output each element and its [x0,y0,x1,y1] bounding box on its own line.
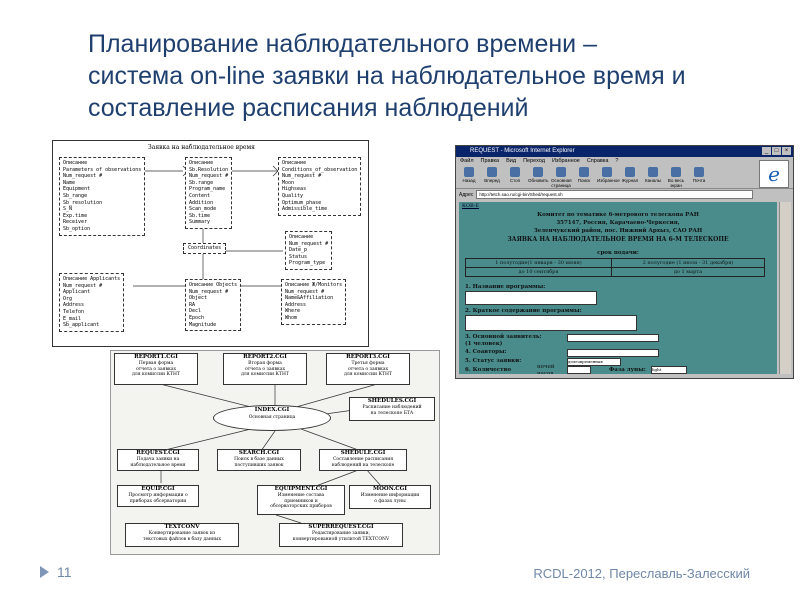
stop-button[interactable]: Стоп [505,166,525,183]
flow-node-request: REQUEST.CGI Подача заявки на наблюдательное время [117,449,199,471]
er-table-monitors: Описание Ж/Monitors Num_request # Name&Affiliation Address Where Whom [281,279,346,325]
er-table-applicants: Описание Applicants Num_request # Applicant Org Address Telefon E_mail Sb_applicant [59,273,124,332]
ie-logo-icon: e [759,160,789,188]
channels-icon [648,167,658,177]
search-button[interactable]: Поиск [574,166,594,183]
refresh-button[interactable]: Обновить [528,166,548,183]
period-1: 1 полугодие(1 января - 30 июня) [466,259,612,268]
fullscreen-button[interactable]: Во весь экран [666,166,686,188]
slide-title [88,28,778,124]
browser-menubar [456,157,793,166]
nights-radio-label[interactable]: ночей [537,364,555,370]
flow-center-index: INDEX.CGI Основная страница [213,405,331,431]
field-applicant-note: (1 человек) [465,341,503,347]
menu-edit[interactable]: Правка [480,158,500,164]
browser-scrollbar[interactable] [779,202,791,374]
page-number: 11 [57,564,72,580]
refresh-icon [533,167,543,177]
minimize-icon[interactable]: _ [762,147,771,155]
back-button[interactable]: Назад [459,166,479,183]
field-coauthors-label: 4. Соавторы: [465,349,507,355]
er-small-box: Coordinates [183,243,226,254]
flow-node-report2: REPORT2.CGI Вторая форма отчета о заявках для комиссии КТНТ [223,353,307,385]
er-table-objects: Описание Objects Num_request # Object RA Decl Epoch Magnitude [185,279,241,331]
menu-help[interactable]: Справка [586,158,609,164]
flow-node-report3: REPORT3.CGI Третья форма отчета о заявках для комиссии КТНТ [326,353,410,385]
channels-button[interactable]: Каналы [643,166,663,183]
flow-node-moon: MOON.CGI Изменение информации о фазах луны [349,485,431,509]
flow-node-equipment: EQUIPMENT.CGI Изменение состава приемников и обсерваторских приборов [257,485,345,515]
er-table-conditions: Описание Conditions_of_observation Num_request # Moon Highseas Quality Optimum_phase Admissible_time [278,157,361,216]
coauthors-input[interactable] [567,349,659,357]
back-icon [464,167,474,177]
slide-credit: RCDL-2012, Переславль-Залесский [533,566,750,581]
deadline-1: до 10 сентября [466,268,612,277]
title-line-2: система on-line заявки на наблюдательное время и [88,62,686,90]
menu-favorites[interactable]: Избранное [551,158,580,164]
moon-phase-label: Фаза луны: [609,367,646,373]
address-bar [456,189,793,200]
search-icon [579,167,589,177]
flow-node-textconv: TEXTCONV Конвертирование заявок из текстовых файлов в базу данных [125,523,239,547]
history-icon [625,167,635,177]
browser-toolbar [456,166,793,189]
mail-icon [694,167,704,177]
deadline-label: срок подачи: [597,250,639,256]
field-applicant-label: 3. Основной заявитель: [465,334,542,340]
flow-node-shedules: SHEDULES.CGI Расписание наблюдений на телескопе БТА [349,397,435,421]
er-diagram [52,140,369,347]
forward-icon [487,167,497,177]
field-status-label: 5. Статус заявки: [465,358,522,364]
menu-go[interactable]: Переход [523,158,545,164]
arrow-right-icon [40,566,49,578]
flow-node-superrequest: SUPERREQUEST.CGI Редактирование заявки, конвертированной утилитой TEXTCONV [279,523,403,547]
browser-window [455,145,794,379]
moon-phase-select[interactable]: light [651,366,687,374]
deadline-table [465,258,765,277]
title-line-3: составление расписания наблюдений [88,94,529,122]
flow-node-report1: REPORT1.CGI Первая форма отчета о заявках для комиссии КТНТ [114,353,198,385]
menu-view[interactable]: Вид [506,158,517,164]
home-icon [556,167,566,177]
page-link[interactable]: КОВ-Е [462,203,479,209]
status-select[interactable]: долговременная [567,358,621,366]
applicant-input[interactable] [567,334,659,342]
program-name-input[interactable] [465,291,597,305]
maximize-icon[interactable]: □ [772,147,781,155]
flow-node-search: SEARCH.CGI Поиск в базе данных поступивших заявок [217,449,301,471]
address-label: Адрес [459,191,474,198]
period-2: 2 полугодие (1 июля - 31 декабря) [611,259,764,268]
menu-question[interactable]: ? [615,158,619,164]
header-line-4: ЗАЯВКА НА НАБЛЮДАТЕЛЬНОЕ ВРЕМЯ НА 6-М ТЕЛЕСКОПЕ [507,236,729,243]
footer-left [40,564,72,580]
menu-file[interactable]: Файл [460,158,474,164]
mail-button[interactable]: Почта [689,166,709,183]
er-diagram-title: Заявка на наблюдательное время [148,144,255,151]
history-button[interactable]: Журнал [620,166,640,183]
fullscreen-icon [671,167,681,177]
browser-titlebar [456,146,793,157]
cgi-flowchart [110,350,440,555]
field-program-name-label: 1. Название программы: [465,284,546,290]
header-line-2: 357147, Россия, Карачаево-Черкесия, [556,220,680,226]
address-input[interactable]: http://tetch.sao.ru/cgi-bin/Shed/request.sh [476,190,753,199]
flow-node-equip: EQUIP.CGI Просмотр информации о приборах обсерватории [117,485,199,507]
field-count-label: 6. Количество [465,367,512,373]
title-line-1: Планирование наблюдательного времени – [88,30,597,58]
browser-title: REQUEST - Microsoft Internet Explorer [470,148,575,154]
close-icon[interactable]: × [782,147,791,155]
field-summary-label: 2. Краткое содержание программы: [465,308,582,314]
stop-icon [510,167,520,177]
header-line-3: Зеленчукский район, пос. Нижний Архыз, САО РАН [533,228,703,234]
deadline-2: до 1 марта [611,268,764,277]
flow-node-shedule: SHEDULE.CGI Составление расписания наблюдений на телескопе [319,449,407,471]
er-table-observations: Описание Parameters of observations Num_request # Name Equipment Sb_range Sb_resolution S_N Exp.time Receiver Sb_option [59,157,145,236]
count-input[interactable] [567,366,591,374]
browser-content [459,202,777,374]
hours-radio-label[interactable]: часов [537,371,554,374]
favorites-icon [602,167,612,177]
header-line-1: Комитет по тематике 6-метрового телескопа РАН [537,212,699,218]
summary-textarea[interactable] [465,315,637,331]
er-table-status: Описание Num_request # Date_p Status Program_type [285,231,332,270]
favorites-button[interactable]: Избранное [597,166,617,183]
forward-button[interactable]: Вперед [482,166,502,183]
er-table-program: Описание Sb.Resolution Num_request # Sb.range Program_name Content Addition Scan_mode Sb.time Summary [185,157,232,229]
home-button[interactable]: Основная страница [551,166,571,188]
